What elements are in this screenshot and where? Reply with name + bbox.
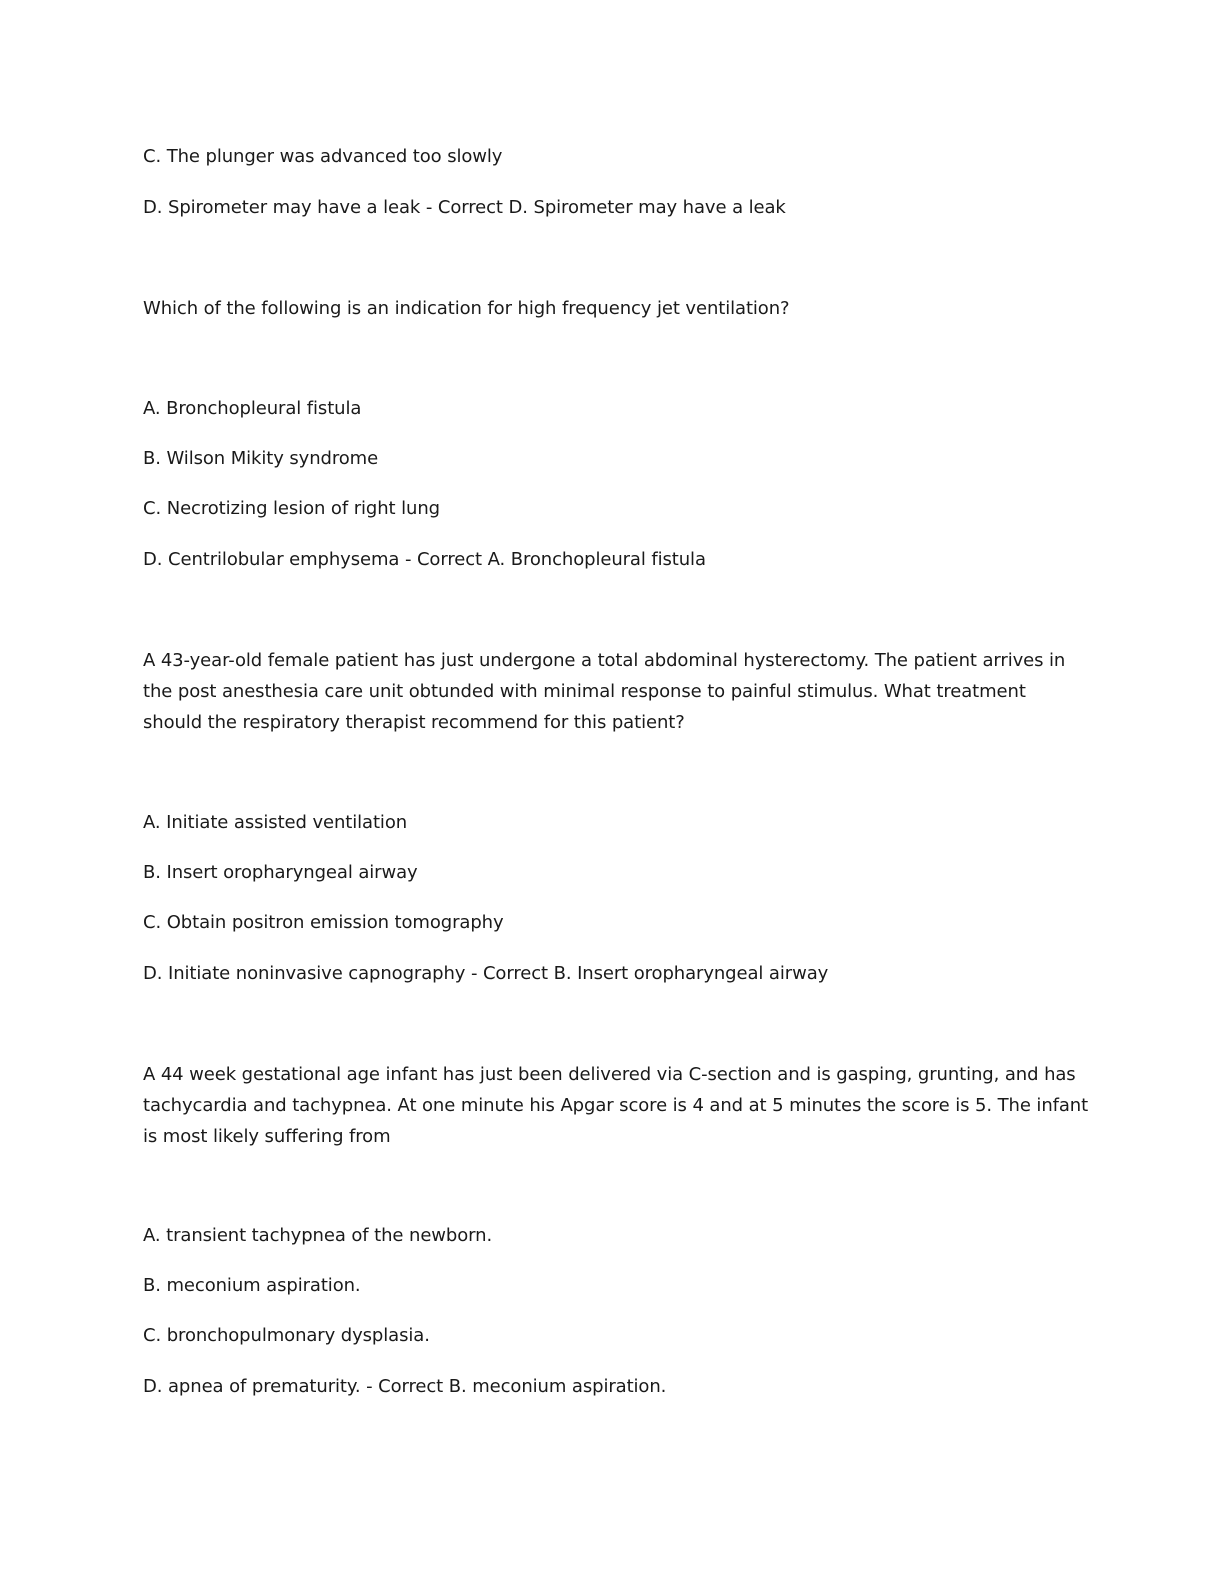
question-line: should the respiratory therapist recommend for this patient? — [143, 712, 685, 733]
question-line: A 43-year-old female patient has just undergone a total abdominal hysterectomy. The patient arrives in — [143, 650, 1066, 671]
q2-option-b: B. Wilson Mikity syndrome — [143, 448, 379, 469]
option-c-plunger: C. The plunger was advanced too slowly — [143, 146, 503, 167]
question-line: tachycardia and tachypnea. At one minute his Apgar score is 4 and at 5 minutes the score is 5. The infant — [143, 1095, 1089, 1116]
q4-option-d-answer: D. apnea of prematurity. - Correct B. meconium aspiration. — [143, 1376, 667, 1397]
question-hysterectomy-patient — [143, 645, 1083, 738]
q3-option-c: C. Obtain positron emission tomography — [143, 912, 504, 933]
question-line: is most likely suffering from — [143, 1126, 391, 1147]
q3-option-b: B. Insert oropharyngeal airway — [143, 862, 418, 883]
option-d-spirometer-answer: D. Spirometer may have a leak - Correct D. Spirometer may have a leak — [143, 197, 786, 218]
q2-option-a: A. Bronchopleural fistula — [143, 398, 362, 419]
q4-option-a: A. transient tachypnea of the newborn. — [143, 1225, 493, 1246]
question-infant-apgar — [143, 1059, 1089, 1152]
q2-option-c: C. Necrotizing lesion of right lung — [143, 498, 440, 519]
q4-option-b: B. meconium aspiration. — [143, 1275, 361, 1296]
q2-option-d-answer: D. Centrilobular emphysema - Correct A. Bronchopleural fistula — [143, 549, 706, 570]
question-line: A 44 week gestational age infant has just been delivered via C-section and is gasping, grunting, and has — [143, 1064, 1076, 1085]
q4-option-c: C. bronchopulmonary dysplasia. — [143, 1325, 430, 1346]
question-jet-ventilation: Which of the following is an indication for high frequency jet ventilation? — [143, 298, 790, 319]
q3-option-d-answer: D. Initiate noninvasive capnography - Correct B. Insert oropharyngeal airway — [143, 963, 829, 984]
question-line: the post anesthesia care unit obtunded with minimal response to painful stimulus. What treatment — [143, 681, 1026, 702]
q3-option-a: A. Initiate assisted ventilation — [143, 812, 408, 833]
